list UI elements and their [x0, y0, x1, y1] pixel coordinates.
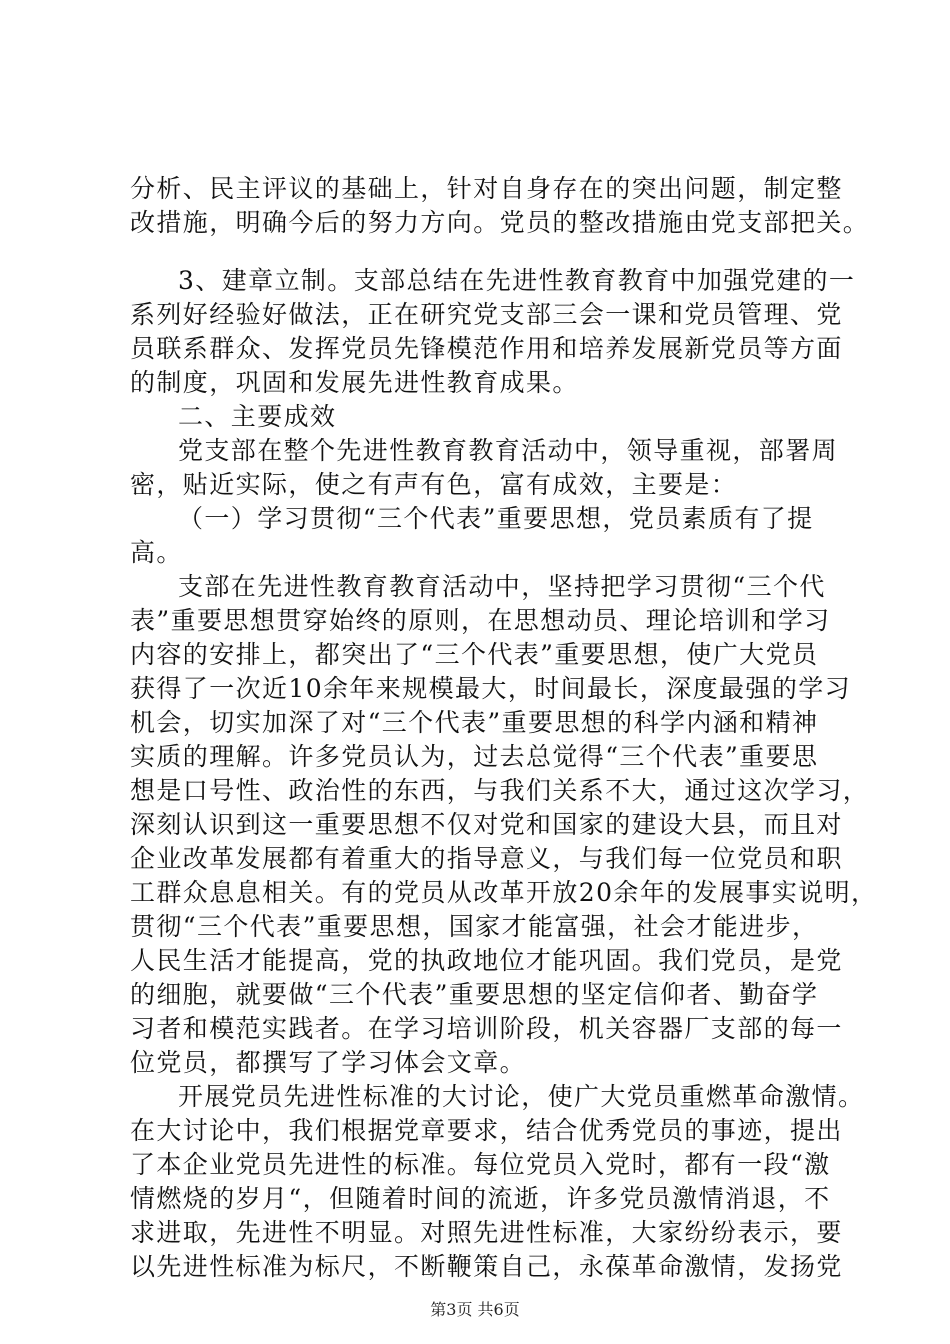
- text-line: 分析、民主评议的基础上，针对自身存在的突出问题，制定整: [130, 174, 843, 203]
- text-line: 开展党员先进性标准的大讨论，使广大党员重燃革命激情。: [178, 1082, 865, 1111]
- text-line: 党支部在整个先进性教育教育活动中，领导重视，部署周: [178, 436, 839, 465]
- text-line: 实质的理解。许多党员认为，过去总觉得“三个代表”重要思: [130, 742, 819, 771]
- text-line: 想是口号性、政治性的东西，与我们关系不大，通过这次学习，: [130, 776, 870, 805]
- text-line: 3、建章立制。支部总结在先进性教育教育中加强党建的一: [178, 266, 856, 295]
- text-line: 员联系群众、发挥党员先锋模范作用和培养发展新党员等方面: [130, 334, 843, 363]
- text-line: 情燃烧的岁月“，但随着时间的流逝，许多党员激情消退，不: [130, 1184, 831, 1213]
- text-line: 贯彻“三个代表”重要思想，国家才能富强，社会才能进步，: [130, 912, 819, 941]
- text-line: 了本企业党员先进性的标准。每位党员入党时，都有一段“激: [130, 1150, 831, 1179]
- section-heading: 二、主要成效: [178, 402, 337, 431]
- text-line: 的制度，巩固和发展先进性教育成果。: [130, 368, 579, 397]
- text-line: 改措施，明确今后的努力方向。党员的整改措施由党支部把关。: [130, 208, 870, 237]
- subheading-line: （一）学习贯彻“三个代表”重要思想，党员素质有了提: [178, 504, 814, 533]
- page-footer: 第3页 共6页: [430, 1300, 520, 1319]
- text-line: 支部在先进性教育教育活动中，坚持把学习贯彻“三个代: [178, 572, 826, 601]
- text-line: 获得了一次近10余年来规模最大，时间最长，深度最强的学习: [130, 674, 852, 703]
- text-line: 深刻认识到这一重要思想不仅对党和国家的建设大县，而且对: [130, 810, 843, 839]
- subheading-line: 高。: [130, 538, 183, 567]
- text-line: 习者和模范实践者。在学习培训阶段，机关容器厂支部的每一: [130, 1014, 843, 1043]
- text-line: 位党员，都撰写了学习体会文章。: [130, 1048, 527, 1077]
- text-line: 机会，切实加深了对“三个代表”重要思想的科学内涵和精神: [130, 708, 819, 737]
- text-line: 在大讨论中，我们根据党章要求，结合优秀党员的事迹，提出: [130, 1116, 843, 1145]
- text-line: 以先进性标准为标尺，不断鞭策自己，永葆革命激情，发扬党: [130, 1252, 843, 1281]
- text-line: 求进取，先进性不明显。对照先进性标准，大家纷纷表示，要: [130, 1218, 843, 1247]
- text-line: 密，贴近实际，使之有声有色，富有成效，主要是：: [130, 470, 738, 499]
- text-line: 内容的安排上，都突出了“三个代表”重要思想，使广大党员: [130, 640, 819, 669]
- text-line: 工群众息息相关。有的党员从改革开放20余年的发展事实说明，: [130, 878, 878, 907]
- text-line: 系列好经验好做法，正在研究党支部三会一课和党员管理、党: [130, 300, 843, 329]
- text-line: 企业改革发展都有着重大的指导意义，与我们每一位党员和职: [130, 844, 843, 873]
- text-line: 的细胞，就要做“三个代表”重要思想的坚定信仰者、勤奋学: [130, 980, 819, 1009]
- text-line: 表”重要思想贯穿始终的原则，在思想动员、理论培训和学习: [130, 606, 831, 635]
- text-line: 人民生活才能提高，党的执政地位才能巩固。我们党员，是党: [130, 946, 843, 975]
